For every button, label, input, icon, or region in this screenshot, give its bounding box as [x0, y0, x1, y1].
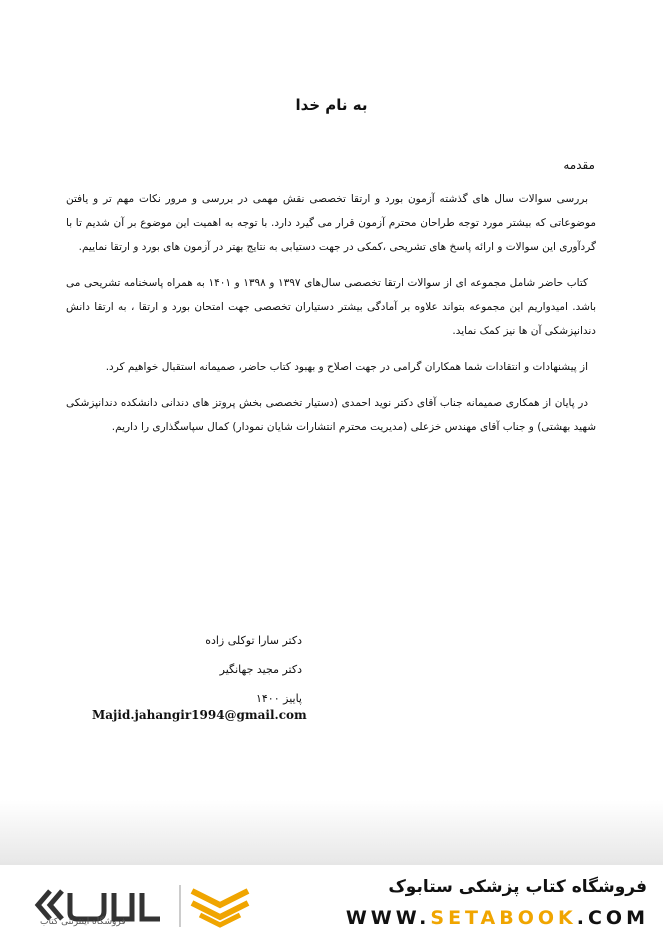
author-name: دکتر سارا توکلی زاده [205, 634, 302, 647]
paragraph: بررسی سوالات سال های گذشته آزمون بورد و ارتقا تخصصی نقش مهمی در بررسی و مرور نکات مهم تر و یافتن موضوعاتی که بیشتر مورد توجه طراحان محترم آزمون قرار می گیرد دارد. با توجه به اهمیت این موضوع بر آن شدیم تا با گردآوری این سوالات و ارائه پاسخ های تشریحی ،کمکی در جهت دستیابی به نتایج بهتر در آزمون های بورد و ارتقا نماییم. [66, 193, 596, 253]
logo-caption: فروشگاه اینترنتی کتاب [40, 917, 126, 927]
signature-date: پاییز ۱۴۰۰ [255, 692, 302, 705]
signature-block [205, 626, 302, 713]
shop-name: فروشگاه کتاب پزشکی ستابوک [388, 877, 647, 897]
paragraph: کتاب حاضر شامل مجموعه ای از سوالات ارتقا تخصصی سال‌های ۱۳۹۷ و ۱۳۹۸ و ۱۴۰۱ به همراه پاسخنامه تشریحی می باشد. امیدواریم این مجموعه بتواند علاوه بر آمادگی بیشتر دستیاران تخصصی جهت امتحان بورد و ارتقا ، به ارتقا دانش دندانپزشکی آن ها نیز کمک نماید. [66, 277, 596, 337]
paragraph: در پایان از همکاری صمیمانه جناب آقای دکتر نوید احمدی (دستیار تخصصی بخش پروتز های دندانی دانشکده دندانپزشکی شهید بهشتی) و جناب آقای مهندس خزعلی (مدیریت محترم انتشارات شایان نمودار) کمال سپاسگذاری را داریم. [66, 397, 596, 433]
url-prefix: WWW. [345, 907, 431, 929]
page-title: به نام خدا [295, 96, 368, 114]
paragraph: از پیشنهادات و انتقادات شما همکاران گرامی در جهت اصلاح و بهبود کتاب حاضر، صمیمانه استقبال خواهیم کرد. [105, 361, 588, 373]
section-heading: مقدمه [563, 158, 595, 172]
shop-url[interactable] [346, 907, 649, 929]
url-suffix: .COM [576, 907, 649, 929]
author-name: دکتر مجید جهانگیر [219, 663, 302, 676]
footer-banner [0, 865, 663, 939]
author-email: Majid.jahangir1994@gmail.com [92, 708, 307, 722]
intro-body [66, 187, 596, 451]
url-accent: SETABOOK [430, 907, 577, 929]
